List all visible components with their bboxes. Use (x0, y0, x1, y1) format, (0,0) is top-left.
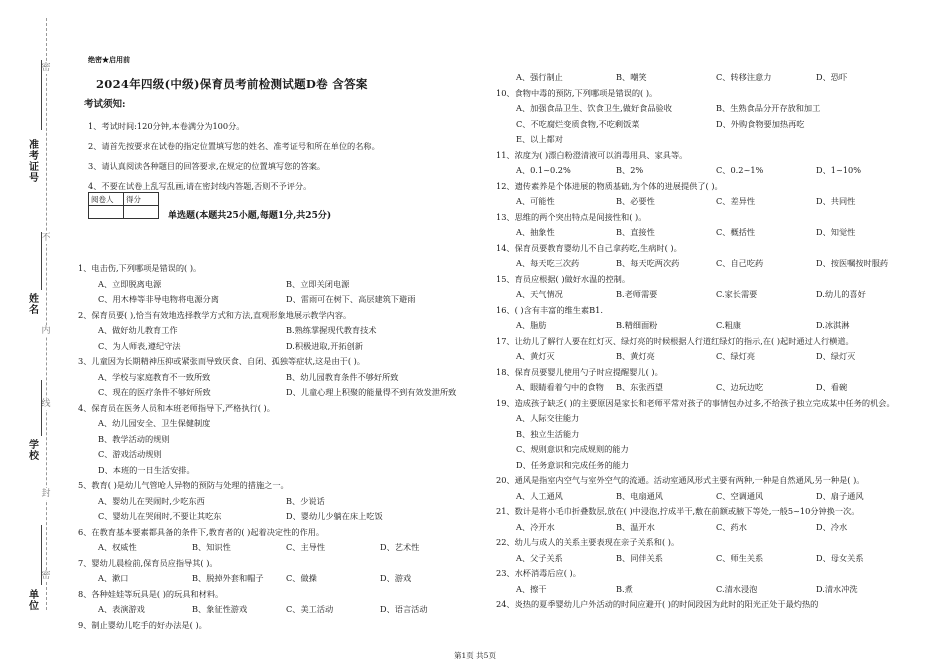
option: A、权威性 (98, 542, 137, 552)
option: B、教学活动的规则 (98, 433, 170, 444)
section-title: 单选题(本题共25小题,每题1分,共25分) (168, 211, 332, 221)
option: C、0.2~1% (716, 165, 764, 175)
question-block (496, 396, 916, 474)
option: A、脂肪 (516, 320, 547, 330)
option: B、必要性 (616, 196, 655, 206)
question-block (496, 473, 916, 504)
question-block (496, 241, 916, 272)
option: C、主导性 (286, 542, 326, 552)
question-block (496, 597, 916, 613)
question-block (496, 365, 916, 396)
question-text: 3、儿童因为长期精神压抑或紧张而导致厌食、自闭、孤独等症状,这是由于( )。 (78, 356, 365, 366)
school-field[interactable] (41, 380, 42, 436)
option: C、做操 (286, 573, 317, 583)
notice-title: 考试须知: (84, 99, 126, 110)
option-row (496, 163, 916, 179)
question-block (496, 86, 916, 148)
seal-char: 不 (41, 233, 51, 243)
notice-item: 4、不要在试卷上乱写乱画,请在密封线内答题,否则不予评分。 (88, 181, 312, 191)
option: B、黄灯亮 (616, 351, 655, 361)
question-text: 11、浓度为( )漂白粉澄清液可以消毒用具、家具等。 (496, 149, 688, 160)
option: C.清水浸泡 (716, 583, 758, 594)
question-block (496, 566, 916, 597)
reviewer-header: 阅卷人 (89, 193, 124, 206)
option: B、东张西望 (616, 382, 663, 392)
option: C、美工活动 (286, 604, 334, 614)
question-text: 21、数计是将小毛巾折叠数层,放在( )中浸泡,拧成半干,敷在前额或腋下等处,一般5~10分钟换一次。 (496, 506, 860, 516)
option: B.老师需要 (616, 289, 658, 299)
option-row (496, 380, 916, 396)
option: D、任务意识和完成任务的能力 (516, 459, 630, 470)
option-row (78, 571, 474, 587)
question-block (78, 401, 474, 479)
unit-field[interactable] (41, 525, 42, 585)
option-row (78, 494, 474, 510)
option-row (496, 520, 916, 536)
seal-char: 密 (41, 571, 51, 581)
option: C、转移注意力 (716, 72, 772, 82)
question-text: 22、幼儿与成人的关系主要表现在亲子关系和( )。 (496, 537, 680, 547)
option-row (496, 551, 916, 567)
option: A、每天吃三次药 (516, 258, 580, 268)
exam-number-field[interactable] (41, 60, 42, 130)
question-text: 8、各种娃娃等玩具是( )的玩具和材料。 (78, 588, 224, 599)
seal-char: 密 (41, 63, 51, 73)
question-block (78, 354, 474, 401)
option: A、强行制止 (516, 72, 563, 82)
option-row (496, 582, 916, 598)
option: C、不吃腐烂变质食物,不吃剩饭菜 (516, 118, 640, 129)
option-row (78, 277, 474, 293)
binding-margin (0, 0, 70, 671)
question-block (496, 334, 916, 365)
option-row (78, 339, 474, 355)
option: C、自己吃药 (716, 258, 764, 268)
option: B、直接性 (616, 227, 655, 237)
reviewer-cell[interactable] (89, 206, 124, 219)
option: B、每天吃两次药 (616, 258, 680, 268)
question-text: 24、炎热的夏季婴幼儿户外活动的时间应避开( )的时间段因为此时的阳光正处于最灼热的 (496, 599, 819, 609)
option: D.积极进取,开拓创新 (286, 340, 363, 351)
question-block (496, 535, 916, 566)
option-row (496, 349, 916, 365)
option: A、眼睛看着勺中的食物 (516, 382, 604, 392)
question-block (496, 148, 916, 179)
option-row (78, 602, 474, 618)
option-row (496, 287, 916, 303)
option: C、空调通风 (716, 490, 764, 501)
option: D、游戏 (380, 573, 412, 583)
notice-item: 2、请首先按要求在试卷的指定位置填写您的姓名、准考证号和所在单位的名称。 (88, 141, 380, 151)
question-text: 13、思维的两个突出特点是间接性和( )。 (496, 211, 647, 222)
option-row (496, 117, 916, 133)
question-text: 15、育员应根据( )做好水温的控制。 (496, 273, 631, 284)
option-row (78, 540, 474, 556)
option-row (496, 225, 916, 241)
question-block (496, 504, 916, 535)
question-block (496, 70, 916, 86)
option: A、人际交往能力 (516, 413, 580, 423)
option: B.煮 (616, 583, 633, 594)
notice-list (88, 116, 380, 196)
option: B、独立生活能力 (516, 428, 580, 439)
option: A、擦干 (516, 583, 547, 594)
option: B、电扇通风 (616, 490, 663, 501)
option: C、婴幼儿在哭闹时,不要让其吃东 (98, 511, 222, 521)
question-text: 18、保育员要婴儿使用勺子时应提醒婴儿( )。 (496, 366, 663, 377)
option: B、嘲笑 (616, 72, 647, 82)
question-block (78, 525, 474, 556)
question-text: 16、( )含有丰富的维生素B1. (496, 304, 603, 315)
option-row (496, 318, 916, 334)
question-block (496, 210, 916, 241)
question-text: 17、让幼儿了解行人要在红灯灭、绿灯亮的时候根据人行道红绿灯的指示,在( )起时通过人行横道。 (496, 335, 854, 346)
option-row (496, 194, 916, 210)
option: D、母女关系 (816, 552, 864, 563)
name-field[interactable] (41, 232, 42, 290)
option: D.清水冲洗 (816, 583, 858, 594)
question-text: 14、保育员要教育婴幼儿不自己拿药吃,生病时( )。 (496, 242, 682, 253)
option: A、漱口 (98, 573, 129, 583)
left-question-column (78, 261, 474, 633)
seal-char: 线 (41, 399, 51, 409)
question-text: 7、婴幼儿晨检前,保育员应指导其( )。 (78, 557, 218, 568)
option: D、绿灯灭 (816, 351, 856, 361)
option: D、1~10% (816, 165, 862, 175)
option: A、做好幼儿教育工作 (98, 325, 178, 335)
seal-char: 封 (41, 489, 51, 499)
option-row (78, 509, 474, 525)
option: A、黄灯灭 (516, 351, 555, 361)
question-text: 5、教育( )是幼儿气管呛人异物的预防与处理的措施之一。 (78, 480, 289, 490)
question-text: 2、保育员要( ),恰当有效地选择教学方式和方法,直观形象地展示教学内容。 (78, 309, 352, 320)
option: C、绿灯亮 (716, 351, 756, 361)
option: B、温开水 (616, 521, 655, 532)
option: C、师生关系 (716, 552, 764, 563)
option: B、幼儿园教育条件不够好所致 (286, 371, 399, 382)
page-title: 2024年四级(中级)保育员考前检测试题D卷 含答案 (96, 77, 368, 91)
question-text: 6、在教育基本要素都具备的条件下,教育者的( )起着决定性的作用。 (78, 526, 325, 537)
score-table (88, 192, 159, 219)
score-cell[interactable] (124, 206, 159, 219)
option: A、冷开水 (516, 521, 555, 532)
unit-label: 单位 (29, 590, 39, 612)
option: D、语言活动 (380, 604, 428, 614)
option: B、少说话 (286, 495, 325, 506)
option: B、2% (616, 165, 644, 175)
option: D.幼儿的喜好 (816, 289, 866, 299)
question-block (496, 303, 916, 334)
option: D、本班的一日生活安排。 (98, 464, 195, 475)
option-row (78, 370, 474, 386)
option-row (78, 292, 474, 308)
option: D、外购食物要加热再吃 (716, 118, 805, 129)
option: A、学校与家庭教育不一致所致 (98, 371, 211, 382)
exam-number-label: 准考证号 (29, 140, 39, 184)
option: D、看碗 (816, 382, 848, 392)
option: D、共同性 (816, 196, 856, 206)
question-text: 19、造成孩子缺乏( )的主要原因是家长和老师平常对孩子的事情包办过多,不给孩子独立完成某中任务的机会。 (496, 397, 895, 408)
secret-mark: 绝密★启用前 (88, 55, 130, 64)
option: D.冰淇淋 (816, 320, 850, 330)
option: A、表演游戏 (98, 604, 145, 614)
option-row (78, 385, 474, 401)
option: A、婴幼儿在哭闹时,少吃东西 (98, 495, 205, 506)
option: C.粗康 (716, 320, 741, 330)
option: A、父子关系 (516, 552, 563, 563)
question-block (78, 556, 474, 587)
option: C、药水 (716, 521, 747, 532)
seal-char: 内 (41, 326, 51, 336)
option: D、扇子通风 (816, 490, 864, 501)
option: A、人工通风 (516, 490, 563, 501)
option: D、婴幼儿少躺在床上吃饭 (286, 511, 383, 521)
question-text: 20、通风是指室内空气与室外空气的流通。活动室通风形式主要有两种,一种是自然通风,另一种是( )。 (496, 475, 865, 485)
option: C、差异性 (716, 196, 756, 206)
option: A、加强食品卫生、饮食卫生,做好食品验收 (516, 103, 672, 113)
option: B、脱掉外套和帽子 (192, 573, 264, 583)
question-block (78, 478, 474, 525)
question-block (78, 308, 474, 355)
name-label: 姓名 (29, 294, 39, 316)
right-question-column (496, 70, 916, 613)
question-block (496, 272, 916, 303)
option: B、立即关闭电源 (286, 278, 350, 289)
option: D、按医嘱按时服药 (816, 258, 889, 268)
option: A、天气情况 (516, 289, 563, 299)
question-text: 1、电击伤,下列哪项是错误的( )。 (78, 263, 202, 273)
option: B、知识性 (192, 542, 231, 552)
question-text: 10、食物中毒的预防,下列哪项是错误的( )。 (496, 87, 658, 98)
question-text: 23、水杯消毒后应( )。 (496, 568, 581, 578)
option: C、用木棒等非导电物将电源分离 (98, 294, 219, 304)
option: D、恐吓 (816, 72, 848, 82)
option: D、艺术性 (380, 542, 420, 552)
option: D、知觉性 (816, 227, 856, 237)
option: D、儿童心理上积聚的能量得不到有效发泄所致 (286, 387, 457, 397)
option: B.精细面粉 (616, 320, 658, 330)
option: A、0.1~0.2% (516, 165, 571, 175)
option-row (496, 256, 916, 272)
seal-dashed-line (46, 18, 47, 610)
option: E、以上都对 (516, 134, 563, 144)
question-text: 12、遗传素养是个体进展的物质基础,为个体的进展提供了( )。 (496, 180, 723, 191)
option: B.熟练掌握现代教育技术 (286, 325, 377, 335)
option: C、为人师表,遵纪守法 (98, 340, 181, 351)
question-block (78, 261, 474, 308)
question-block (78, 587, 474, 618)
option: C、边玩边吃 (716, 382, 764, 392)
option-row (496, 489, 916, 505)
option-row (496, 101, 916, 117)
option: A、可能性 (516, 196, 555, 206)
option: C、概括性 (716, 227, 756, 237)
option: D、冷水 (816, 521, 848, 532)
page-footer: 第1页 共5页 (454, 651, 496, 660)
option: C、游戏活动规则 (98, 449, 162, 459)
notice-item: 1、考试时间:120分钟,本卷满分为100分。 (88, 121, 245, 131)
notice-item: 3、请认真阅读各种题目的回答要求,在规定的位置填写您的答案。 (88, 161, 326, 171)
option: A、立即脱离电源 (98, 278, 162, 289)
option-row (496, 70, 916, 86)
option-row (78, 323, 474, 339)
option: C、规则意识和完成规则的能力 (516, 444, 629, 454)
option: A、抽象性 (516, 227, 555, 237)
option: A、幼儿园安全、卫生保健制度 (98, 418, 211, 428)
score-header: 得分 (124, 193, 159, 206)
question-block (496, 179, 916, 210)
option: D、雷雨可在树下、高层建筑下避雨 (286, 294, 416, 304)
question-text: 4、保育员在医务人员和本班老师指导下,严格执行( )。 (78, 402, 275, 413)
question-text: 9、制止婴幼儿吃手的好办法是( )。 (78, 619, 207, 630)
option: B、象征性游戏 (192, 604, 248, 614)
option: C.家长需要 (716, 289, 758, 299)
option: B、生熟食品分开存放和加工 (716, 103, 821, 113)
school-label: 学校 (29, 440, 39, 462)
option: C、现在的医疗条件不够好所致 (98, 387, 211, 397)
option: B、同伴关系 (616, 552, 663, 563)
question-block (78, 618, 474, 634)
